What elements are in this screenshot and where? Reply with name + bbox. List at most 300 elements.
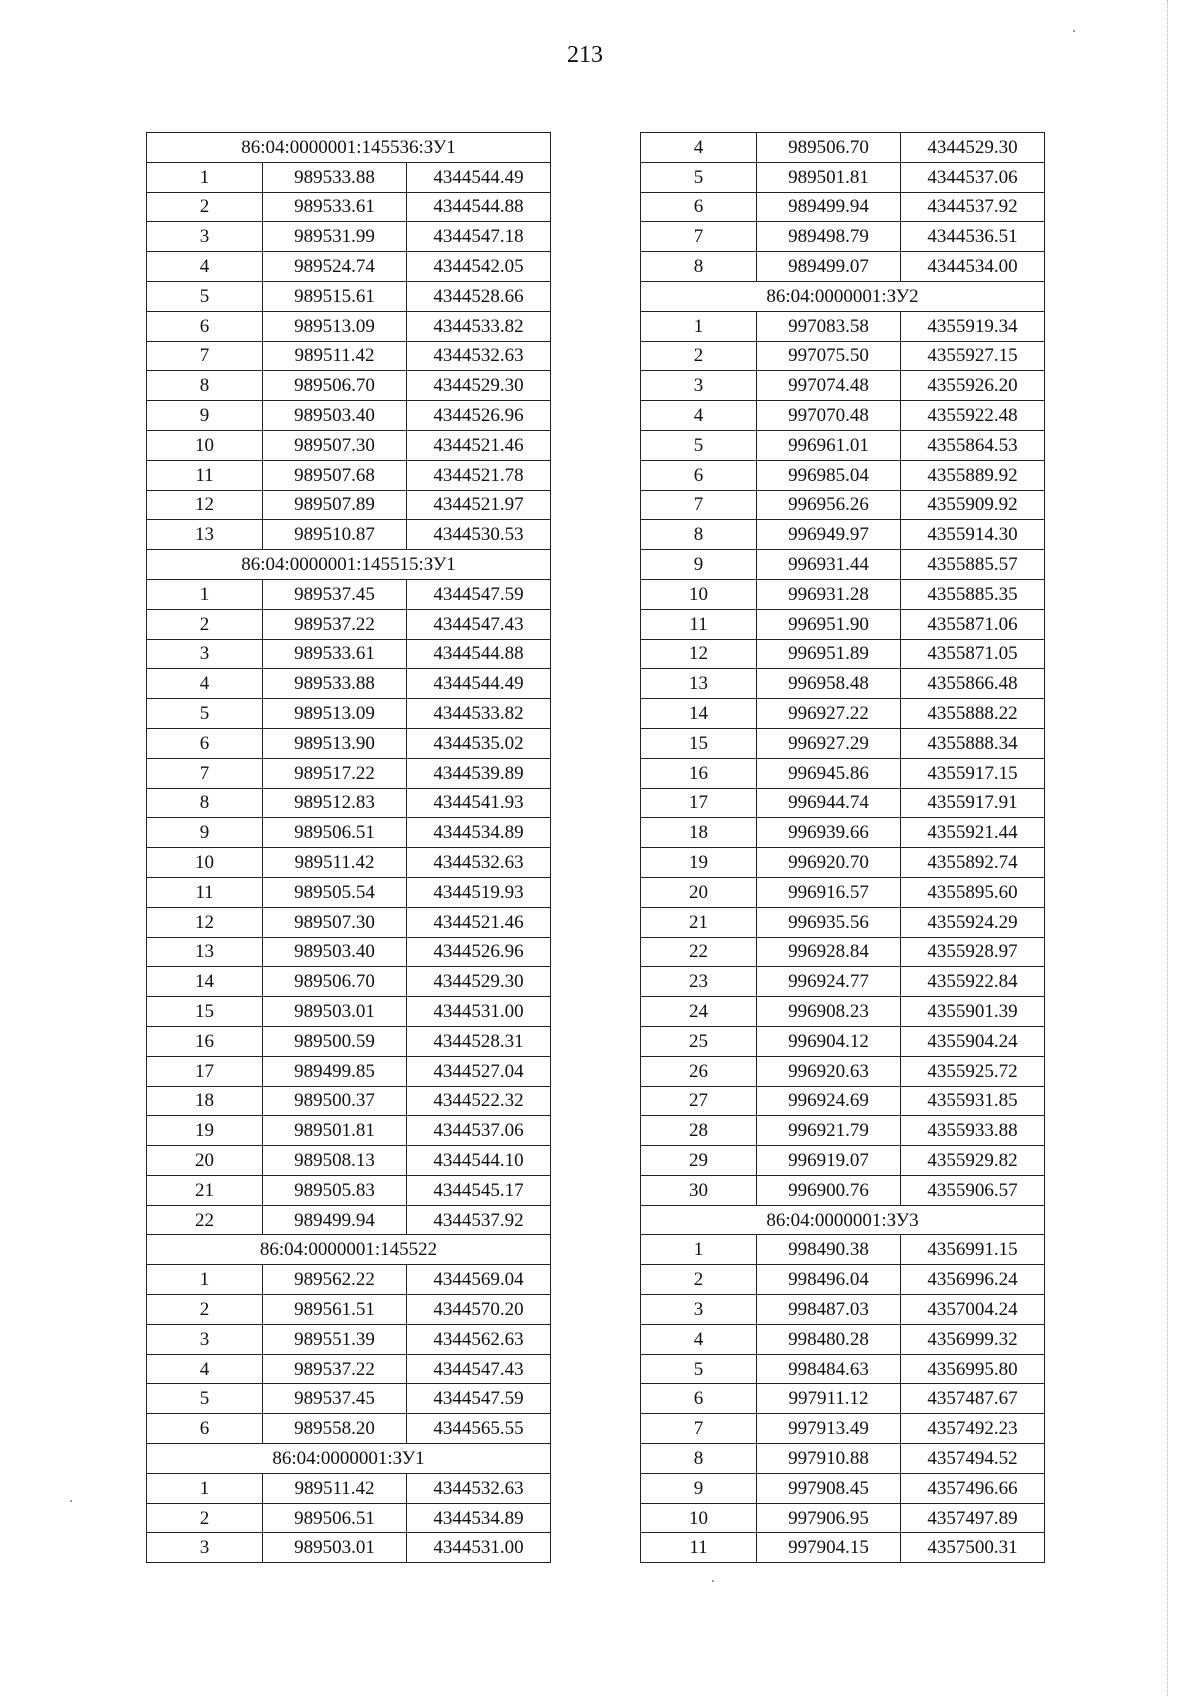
x-coordinate: 996944.74 <box>757 788 901 818</box>
x-coordinate: 989499.07 <box>757 252 901 282</box>
x-coordinate: 989499.94 <box>757 192 901 222</box>
y-coordinate: 4355921.44 <box>901 818 1045 848</box>
x-coordinate: 989558.20 <box>263 1414 407 1444</box>
point-number: 16 <box>641 758 757 788</box>
point-number: 8 <box>147 371 263 401</box>
table-row <box>147 818 551 848</box>
point-number: 2 <box>147 1503 263 1533</box>
x-coordinate: 996927.29 <box>757 728 901 758</box>
table-row <box>147 1473 551 1503</box>
point-number: 2 <box>641 1265 757 1295</box>
point-number: 9 <box>641 1473 757 1503</box>
point-number: 3 <box>147 222 263 252</box>
y-coordinate: 4355906.57 <box>901 1175 1045 1205</box>
y-coordinate: 4355892.74 <box>901 848 1045 878</box>
x-coordinate: 989505.83 <box>263 1175 407 1205</box>
point-number: 11 <box>641 1533 757 1563</box>
point-number: 8 <box>147 788 263 818</box>
point-number: 7 <box>641 1414 757 1444</box>
x-coordinate: 998496.04 <box>757 1265 901 1295</box>
parcel-id: 86:04:0000001:ЗУ2 <box>641 281 1045 311</box>
y-coordinate: 4344569.04 <box>407 1265 551 1295</box>
table-row <box>147 848 551 878</box>
table-row <box>147 1324 551 1354</box>
table-row <box>147 252 551 282</box>
point-number: 10 <box>147 848 263 878</box>
x-coordinate: 997908.45 <box>757 1473 901 1503</box>
table-row <box>147 669 551 699</box>
point-number: 25 <box>641 1026 757 1056</box>
x-coordinate: 996931.28 <box>757 579 901 609</box>
x-coordinate: 989500.59 <box>263 1026 407 1056</box>
point-number: 5 <box>147 699 263 729</box>
y-coordinate: 4355895.60 <box>901 877 1045 907</box>
point-number: 7 <box>641 490 757 520</box>
y-coordinate: 4355929.82 <box>901 1146 1045 1176</box>
point-number: 22 <box>641 937 757 967</box>
table-row <box>147 1503 551 1533</box>
table-row <box>641 430 1045 460</box>
point-number: 2 <box>641 341 757 371</box>
table-row <box>641 1116 1045 1146</box>
point-number: 3 <box>641 1295 757 1325</box>
point-number: 5 <box>641 162 757 192</box>
y-coordinate: 4357497.89 <box>901 1503 1045 1533</box>
point-number: 5 <box>147 1384 263 1414</box>
y-coordinate: 4355909.92 <box>901 490 1045 520</box>
point-number: 6 <box>147 311 263 341</box>
y-coordinate: 4344534.89 <box>407 818 551 848</box>
table-row <box>641 401 1045 431</box>
table-row <box>147 311 551 341</box>
y-coordinate: 4344562.63 <box>407 1324 551 1354</box>
x-coordinate: 989503.40 <box>263 401 407 431</box>
y-coordinate: 4344521.46 <box>407 907 551 937</box>
x-coordinate: 996920.70 <box>757 848 901 878</box>
x-coordinate: 989533.61 <box>263 192 407 222</box>
table-row <box>147 758 551 788</box>
table-row <box>147 401 551 431</box>
coordinates-table-left <box>146 132 551 1563</box>
y-coordinate: 4344544.49 <box>407 669 551 699</box>
point-number: 12 <box>641 639 757 669</box>
table-row <box>641 758 1045 788</box>
x-coordinate: 989506.70 <box>263 371 407 401</box>
x-coordinate: 989513.09 <box>263 699 407 729</box>
y-coordinate: 4344537.06 <box>407 1116 551 1146</box>
table-row <box>641 1265 1045 1295</box>
table-row <box>641 1175 1045 1205</box>
table-row <box>641 341 1045 371</box>
y-coordinate: 4344545.17 <box>407 1175 551 1205</box>
y-coordinate: 4355888.34 <box>901 728 1045 758</box>
table-row <box>147 490 551 520</box>
section-header-row <box>147 1235 551 1265</box>
point-number: 5 <box>147 281 263 311</box>
parcel-id: 86:04:0000001:145515:ЗУ1 <box>147 550 551 580</box>
y-coordinate: 4356995.80 <box>901 1354 1045 1384</box>
x-coordinate: 996900.76 <box>757 1175 901 1205</box>
x-coordinate: 989510.87 <box>263 520 407 550</box>
table-row <box>641 192 1045 222</box>
y-coordinate: 4355924.29 <box>901 907 1045 937</box>
point-number: 2 <box>147 609 263 639</box>
table-row <box>147 371 551 401</box>
x-coordinate: 997074.48 <box>757 371 901 401</box>
section-header-row <box>147 133 551 163</box>
x-coordinate: 989517.22 <box>263 758 407 788</box>
table-row <box>641 460 1045 490</box>
parcel-id: 86:04:0000001:145536:ЗУ1 <box>147 133 551 163</box>
y-coordinate: 4344530.53 <box>407 520 551 550</box>
y-coordinate: 4355885.35 <box>901 579 1045 609</box>
y-coordinate: 4344544.88 <box>407 639 551 669</box>
y-coordinate: 4344570.20 <box>407 1295 551 1325</box>
table-row <box>641 550 1045 580</box>
table-row <box>147 728 551 758</box>
table-row <box>147 1354 551 1384</box>
point-number: 15 <box>147 997 263 1027</box>
point-number: 14 <box>641 699 757 729</box>
x-coordinate: 996924.69 <box>757 1086 901 1116</box>
x-coordinate: 997906.95 <box>757 1503 901 1533</box>
point-number: 13 <box>147 937 263 967</box>
table-row <box>147 1384 551 1414</box>
table-row <box>641 133 1045 163</box>
x-coordinate: 996951.90 <box>757 609 901 639</box>
x-coordinate: 989498.79 <box>757 222 901 252</box>
table-row <box>641 1444 1045 1474</box>
table-row <box>147 1026 551 1056</box>
x-coordinate: 996927.22 <box>757 699 901 729</box>
table-row <box>147 222 551 252</box>
x-coordinate: 998490.38 <box>757 1235 901 1265</box>
y-coordinate: 4344532.63 <box>407 848 551 878</box>
x-coordinate: 989511.42 <box>263 1473 407 1503</box>
table-row <box>641 490 1045 520</box>
y-coordinate: 4344529.30 <box>407 371 551 401</box>
y-coordinate: 4355885.57 <box>901 550 1045 580</box>
y-coordinate: 4344521.78 <box>407 460 551 490</box>
y-coordinate: 4344533.82 <box>407 699 551 729</box>
y-coordinate: 4344541.93 <box>407 788 551 818</box>
x-coordinate: 996956.26 <box>757 490 901 520</box>
x-coordinate: 989505.54 <box>263 877 407 907</box>
y-coordinate: 4344547.59 <box>407 1384 551 1414</box>
table-row <box>147 281 551 311</box>
table-row <box>147 1116 551 1146</box>
x-coordinate: 996931.44 <box>757 550 901 580</box>
y-coordinate: 4344547.59 <box>407 579 551 609</box>
point-number: 12 <box>147 490 263 520</box>
table-row <box>147 1265 551 1295</box>
x-coordinate: 996924.77 <box>757 967 901 997</box>
table-row <box>147 699 551 729</box>
point-number: 18 <box>641 818 757 848</box>
point-number: 19 <box>641 848 757 878</box>
x-coordinate: 989515.61 <box>263 281 407 311</box>
y-coordinate: 4344547.43 <box>407 1354 551 1384</box>
point-number: 9 <box>641 550 757 580</box>
y-coordinate: 4344522.32 <box>407 1086 551 1116</box>
y-coordinate: 4344532.63 <box>407 1473 551 1503</box>
table-row <box>147 907 551 937</box>
y-coordinate: 4356996.24 <box>901 1265 1045 1295</box>
point-number: 18 <box>147 1086 263 1116</box>
table-row <box>641 818 1045 848</box>
point-number: 29 <box>641 1146 757 1176</box>
table-row <box>147 1175 551 1205</box>
x-coordinate: 989499.94 <box>263 1205 407 1235</box>
point-number: 24 <box>641 997 757 1027</box>
point-number: 6 <box>147 1414 263 1444</box>
section-header-row <box>147 550 551 580</box>
section-header-row <box>641 1205 1045 1235</box>
point-number: 15 <box>641 728 757 758</box>
x-coordinate: 996904.12 <box>757 1026 901 1056</box>
y-coordinate: 4344528.66 <box>407 281 551 311</box>
x-coordinate: 996985.04 <box>757 460 901 490</box>
x-coordinate: 989501.81 <box>263 1116 407 1146</box>
y-coordinate: 4355889.92 <box>901 460 1045 490</box>
point-number: 4 <box>641 133 757 163</box>
y-coordinate: 4344544.88 <box>407 192 551 222</box>
x-coordinate: 996958.48 <box>757 669 901 699</box>
table-row <box>147 937 551 967</box>
x-coordinate: 996961.01 <box>757 430 901 460</box>
point-number: 9 <box>147 401 263 431</box>
x-coordinate: 989511.42 <box>263 341 407 371</box>
table-row <box>641 937 1045 967</box>
x-coordinate: 989508.13 <box>263 1146 407 1176</box>
y-coordinate: 4344539.89 <box>407 758 551 788</box>
table-row <box>147 1086 551 1116</box>
table-row <box>641 609 1045 639</box>
x-coordinate: 997904.15 <box>757 1533 901 1563</box>
point-number: 8 <box>641 252 757 282</box>
point-number: 26 <box>641 1056 757 1086</box>
x-coordinate: 989562.22 <box>263 1265 407 1295</box>
point-number: 7 <box>147 341 263 371</box>
point-number: 4 <box>641 1324 757 1354</box>
y-coordinate: 4356991.15 <box>901 1235 1045 1265</box>
page-number: 213 <box>567 42 603 68</box>
x-coordinate: 989506.51 <box>263 818 407 848</box>
point-number: 20 <box>147 1146 263 1176</box>
point-number: 7 <box>641 222 757 252</box>
scan-speck <box>70 1500 72 1502</box>
y-coordinate: 4355864.53 <box>901 430 1045 460</box>
table-row <box>641 699 1045 729</box>
table-row <box>641 162 1045 192</box>
y-coordinate: 4344528.31 <box>407 1026 551 1056</box>
table-row <box>147 788 551 818</box>
x-coordinate: 998484.63 <box>757 1354 901 1384</box>
point-number: 5 <box>641 430 757 460</box>
table-row <box>147 967 551 997</box>
scan-speck <box>712 1580 714 1582</box>
table-row <box>641 1026 1045 1056</box>
table-row <box>147 162 551 192</box>
point-number: 3 <box>641 371 757 401</box>
y-coordinate: 4344544.10 <box>407 1146 551 1176</box>
table-row <box>147 1056 551 1086</box>
y-coordinate: 4355922.48 <box>901 401 1045 431</box>
x-coordinate: 996945.86 <box>757 758 901 788</box>
y-coordinate: 4355926.20 <box>901 371 1045 401</box>
table-row <box>147 1146 551 1176</box>
point-number: 16 <box>147 1026 263 1056</box>
x-coordinate: 996916.57 <box>757 877 901 907</box>
scan-edge-marks <box>1167 0 1170 1696</box>
point-number: 21 <box>641 907 757 937</box>
x-coordinate: 996908.23 <box>757 997 901 1027</box>
y-coordinate: 4357487.67 <box>901 1384 1045 1414</box>
table-row <box>147 609 551 639</box>
x-coordinate: 989507.30 <box>263 430 407 460</box>
point-number: 10 <box>641 579 757 609</box>
y-coordinate: 4356999.32 <box>901 1324 1045 1354</box>
table-row <box>641 1235 1045 1265</box>
point-number: 6 <box>641 1384 757 1414</box>
y-coordinate: 4344521.46 <box>407 430 551 460</box>
point-number: 9 <box>147 818 263 848</box>
x-coordinate: 989537.22 <box>263 1354 407 1384</box>
point-number: 17 <box>147 1056 263 1086</box>
y-coordinate: 4357500.31 <box>901 1533 1045 1563</box>
y-coordinate: 4355925.72 <box>901 1056 1045 1086</box>
point-number: 7 <box>147 758 263 788</box>
point-number: 19 <box>147 1116 263 1146</box>
point-number: 6 <box>641 192 757 222</box>
table-row <box>641 1503 1045 1533</box>
point-number: 4 <box>641 401 757 431</box>
x-coordinate: 997075.50 <box>757 341 901 371</box>
x-coordinate: 996935.56 <box>757 907 901 937</box>
x-coordinate: 996949.97 <box>757 520 901 550</box>
point-number: 11 <box>147 460 263 490</box>
x-coordinate: 997911.12 <box>757 1384 901 1414</box>
y-coordinate: 4344529.30 <box>407 967 551 997</box>
y-coordinate: 4355901.39 <box>901 997 1045 1027</box>
table-row <box>147 997 551 1027</box>
x-coordinate: 989506.51 <box>263 1503 407 1533</box>
point-number: 28 <box>641 1116 757 1146</box>
x-coordinate: 989500.37 <box>263 1086 407 1116</box>
point-number: 4 <box>147 1354 263 1384</box>
y-coordinate: 4344532.63 <box>407 341 551 371</box>
x-coordinate: 989512.83 <box>263 788 407 818</box>
point-number: 11 <box>147 877 263 907</box>
point-number: 10 <box>147 430 263 460</box>
y-coordinate: 4355933.88 <box>901 1116 1045 1146</box>
point-number: 22 <box>147 1205 263 1235</box>
table-row <box>641 222 1045 252</box>
x-coordinate: 997070.48 <box>757 401 901 431</box>
table-row <box>641 728 1045 758</box>
y-coordinate: 4344547.43 <box>407 609 551 639</box>
y-coordinate: 4344547.18 <box>407 222 551 252</box>
table-row <box>641 669 1045 699</box>
table-row <box>147 430 551 460</box>
point-number: 13 <box>641 669 757 699</box>
x-coordinate: 989513.09 <box>263 311 407 341</box>
y-coordinate: 4355931.85 <box>901 1086 1045 1116</box>
table-row <box>641 848 1045 878</box>
x-coordinate: 989501.81 <box>757 162 901 192</box>
y-coordinate: 4355917.15 <box>901 758 1045 788</box>
x-coordinate: 998480.28 <box>757 1324 901 1354</box>
table-row <box>641 967 1045 997</box>
point-number: 11 <box>641 609 757 639</box>
y-coordinate: 4355871.05 <box>901 639 1045 669</box>
table-row <box>147 1205 551 1235</box>
x-coordinate: 998487.03 <box>757 1295 901 1325</box>
x-coordinate: 996921.79 <box>757 1116 901 1146</box>
y-coordinate: 4355866.48 <box>901 669 1045 699</box>
x-coordinate: 989537.45 <box>263 1384 407 1414</box>
table-row <box>641 639 1045 669</box>
y-coordinate: 4344521.97 <box>407 490 551 520</box>
y-coordinate: 4344527.04 <box>407 1056 551 1086</box>
point-number: 17 <box>641 788 757 818</box>
y-coordinate: 4344565.55 <box>407 1414 551 1444</box>
table-row <box>641 1324 1045 1354</box>
point-number: 1 <box>147 162 263 192</box>
table-row <box>147 520 551 550</box>
y-coordinate: 4344526.96 <box>407 937 551 967</box>
table-row <box>147 579 551 609</box>
y-coordinate: 4355922.84 <box>901 967 1045 997</box>
section-header-row <box>147 1444 551 1474</box>
x-coordinate: 989503.01 <box>263 1533 407 1563</box>
y-coordinate: 4344542.05 <box>407 252 551 282</box>
coordinates-table-right <box>640 132 1045 1563</box>
y-coordinate: 4344531.00 <box>407 1533 551 1563</box>
point-number: 3 <box>147 639 263 669</box>
point-number: 1 <box>147 579 263 609</box>
point-number: 30 <box>641 1175 757 1205</box>
y-coordinate: 4344519.93 <box>407 877 551 907</box>
x-coordinate: 989537.45 <box>263 579 407 609</box>
point-number: 12 <box>147 907 263 937</box>
scan-speck <box>1073 30 1075 32</box>
table-row <box>147 341 551 371</box>
table-row <box>641 252 1045 282</box>
y-coordinate: 4344537.06 <box>901 162 1045 192</box>
table-row <box>147 1295 551 1325</box>
table-row <box>147 192 551 222</box>
parcel-id: 86:04:0000001:ЗУ3 <box>641 1205 1045 1235</box>
x-coordinate: 989561.51 <box>263 1295 407 1325</box>
x-coordinate: 989533.88 <box>263 669 407 699</box>
table-row <box>641 520 1045 550</box>
y-coordinate: 4344536.51 <box>901 222 1045 252</box>
table-row <box>641 1086 1045 1116</box>
table-row <box>641 1354 1045 1384</box>
x-coordinate: 989511.42 <box>263 848 407 878</box>
point-number: 6 <box>147 728 263 758</box>
point-number: 1 <box>147 1473 263 1503</box>
point-number: 13 <box>147 520 263 550</box>
y-coordinate: 4355919.34 <box>901 311 1045 341</box>
x-coordinate: 989503.01 <box>263 997 407 1027</box>
point-number: 8 <box>641 1444 757 1474</box>
table-row <box>641 1146 1045 1176</box>
x-coordinate: 989507.89 <box>263 490 407 520</box>
x-coordinate: 989531.99 <box>263 222 407 252</box>
y-coordinate: 4344531.00 <box>407 997 551 1027</box>
